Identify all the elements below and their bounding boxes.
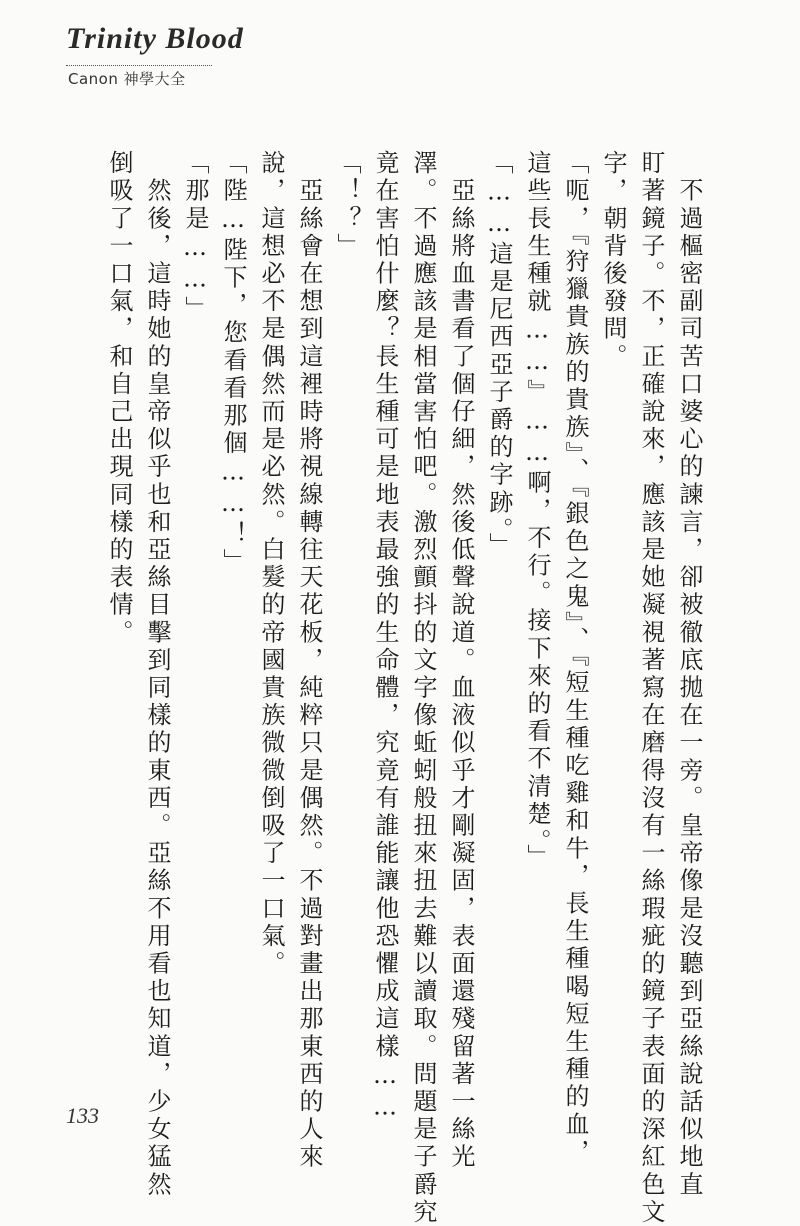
header-rule	[66, 65, 212, 66]
series-title: Trinity Blood	[66, 22, 244, 55]
text-column: 「呃，『狩獵貴族的貴族』、『銀色之鬼』、『短生種吃雞和牛，長生種喝短生種的血，	[561, 150, 589, 1167]
text-column: 盯著鏡子。不，正確說來，應該是她凝視著寫在磨得沒有一絲瑕疵的鏡子表面的深紅色文	[637, 150, 665, 1226]
text-column: 「……這是尼西亞子爵的字跡。」	[485, 150, 513, 560]
text-column: 澤。不過應該是相當害怕吧。激烈顫抖的文字像蚯蚓般扭來扭去難以讀取。問題是子爵究	[409, 150, 437, 1226]
text-column: 字，朝背後發問。	[599, 150, 627, 371]
text-column: 說，這想必不是偶然而是必然。白髮的帝國貴族微微倒吸了一口氣。	[257, 150, 285, 978]
text-column: 「陛…陛下，您看看那個……！」	[219, 150, 247, 576]
text-column: 「那是……」	[181, 150, 209, 324]
header-subtitle: Canon 神學大全	[68, 70, 186, 88]
text-column: 亞絲將血書看了個仔細，然後低聲說道。血液似乎才剛凝固，表面還殘留著一絲光	[447, 150, 475, 1172]
page-number: 133	[66, 1103, 99, 1128]
running-header	[66, 22, 244, 92]
text-column: 竟在害怕什麼？長生種可是地表最強的生命體，究竟有誰能讓他恐懼成這樣……	[371, 150, 399, 1124]
text-column: 這些長生種就……』……啊，不行。接下來的看不清楚。」	[523, 150, 551, 872]
text-column: 然後，這時她的皇帝似乎也和亞絲目擊到同樣的東西。亞絲不用看也知道，少女猛然	[143, 150, 171, 1199]
text-column: 倒吸了一口氣，和自己出現同樣的表情。	[105, 150, 133, 647]
text-column: 亞絲會在想到這裡時將視線轉往天花板，純粹只是偶然。不過對畫出那東西的人來	[295, 150, 323, 1172]
text-column: 不過樞密副司苦口婆心的諫言，卻被徹底拋在一旁。皇帝像是沒聽到亞絲說話似地直	[675, 150, 703, 1199]
text-column: 「！？」	[333, 150, 361, 261]
